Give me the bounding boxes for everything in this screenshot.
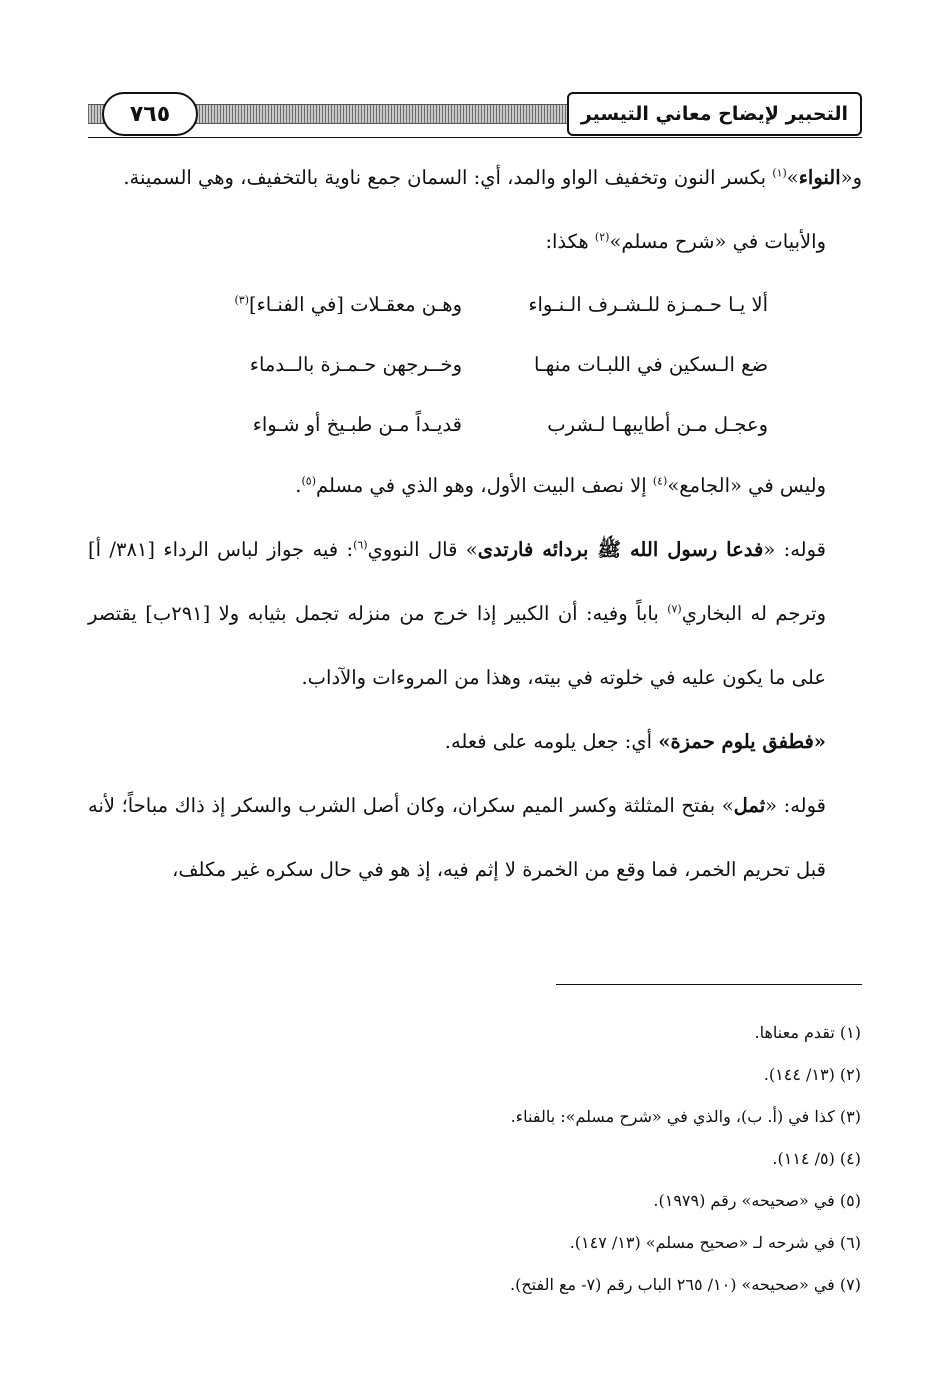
text-fragment: بكسر النون وتخفيف الواو والمد، أي: السمان جمع ناوية بالتخفيف، وهي السمينة. bbox=[123, 166, 773, 189]
header-rule bbox=[88, 137, 862, 138]
book-title: التحبير لإيضاح معاني التيسير bbox=[567, 92, 862, 136]
verse-first-hemistich: ضع الـسكين في اللبـات منهـا bbox=[534, 352, 768, 376]
verse bbox=[88, 334, 862, 394]
footnote-6: (٦) في شرحه لـ «صحيح مسلم» (١٣/ ١٤٧). bbox=[569, 1233, 861, 1252]
note-ref-2: (٢) bbox=[594, 230, 610, 244]
footnote-1: (١) تقدم معناها. bbox=[754, 1023, 861, 1042]
text-fragment: » قال النووي bbox=[367, 538, 478, 561]
text-fragment: » بفتح المثلثة وكسر الميم سكران، وكان أصل الشرب والسكر إذ ذاك مباحاً؛ لأنه قبل تحريم الخمر، فما وقع من الخمرة لا إثم فيه، إذ هو في حال سكره غير مكلف، bbox=[88, 794, 826, 881]
poem bbox=[88, 274, 862, 454]
running-header bbox=[88, 92, 862, 148]
note-ref-1: (١) bbox=[772, 166, 787, 180]
paragraph-verses-intro bbox=[88, 210, 862, 274]
note-ref-3: (٣) bbox=[234, 293, 249, 306]
verse bbox=[88, 394, 862, 454]
text-fragment: : فيه جواز لباس الرداء [٣٨١/ أ] وترجم له البخاري bbox=[88, 538, 826, 625]
text-fragment: » bbox=[786, 166, 799, 189]
page-number: ٧٦٥ bbox=[102, 92, 198, 136]
verse-second-hemistich: وخــرجهن حـمـزة بالــدماء bbox=[249, 352, 462, 376]
footnote-2: (٢) (١٣/ ١٤٤). bbox=[763, 1065, 861, 1084]
text-fragment: قوله: « bbox=[763, 538, 826, 561]
footnotes bbox=[87, 1012, 861, 1306]
verse-second-hemistich bbox=[88, 293, 472, 316]
term-nawa: النواء bbox=[798, 166, 841, 189]
text-fragment: وهـن معقـلات [في الفنـاء] bbox=[249, 292, 462, 316]
verse-second-hemistich: قديـداً مـن طبـيخ أو شـواء bbox=[252, 412, 462, 436]
verse bbox=[88, 274, 862, 334]
text-fragment: . bbox=[295, 474, 302, 497]
note-ref-6: (٦) bbox=[353, 538, 368, 552]
main-text bbox=[88, 146, 862, 902]
paragraph-nawa bbox=[88, 146, 862, 210]
text-fragment: أي: جعل يلومه على فعله. bbox=[444, 730, 659, 753]
hadith-quote: فدعا رسول الله ﷺ بردائه فارتدى bbox=[477, 538, 764, 561]
note-ref-5: (٥) bbox=[301, 474, 316, 488]
footnote-4: (٤) (٥/ ١١٤). bbox=[772, 1149, 861, 1168]
verse-first-hemistich: ألا يـا حـمـزة للـشـرف الـنـواء bbox=[528, 292, 768, 316]
text-fragment: و« bbox=[840, 166, 862, 189]
hadith-quote: «فطفق يلوم حمزة» bbox=[658, 730, 826, 753]
term-thamil: ثمل bbox=[733, 794, 766, 817]
footnote-7: (٧) في «صحيحه» (١٠/ ٢٦٥ الباب رقم (٧- مع الفتح). bbox=[509, 1275, 861, 1294]
footnote-separator bbox=[556, 984, 862, 985]
paragraph-thamil bbox=[88, 774, 862, 902]
verse-first-hemistich: وعجـل مـن أطايبهـا لـشرب bbox=[547, 412, 768, 436]
text-fragment: والأبيات في «شرح مسلم» bbox=[609, 230, 826, 253]
text-fragment: إلا نصف البيت الأول، وهو الذي في مسلم bbox=[316, 474, 653, 497]
text-fragment: قوله: « bbox=[765, 794, 826, 817]
paragraph-tafiq bbox=[88, 710, 862, 774]
note-ref-4: (٤) bbox=[652, 474, 668, 488]
text-fragment: وليس في «الجامع» bbox=[667, 474, 826, 497]
footnote-5: (٥) في «صحيحه» رقم (١٩٧٩). bbox=[653, 1191, 861, 1210]
text-fragment: هكذا: bbox=[545, 230, 595, 253]
note-ref-7: (٧) bbox=[667, 602, 682, 616]
footnote-3: (٣) كذا في (أ. ب)، والذي في «شرح مسلم»: بالفناء. bbox=[510, 1107, 861, 1126]
text-fragment: باباً وفيه: أن الكبير إذا خرج من منزله تجمل بثيابه ولا [٢٩١ب] يقتصر على ما يكون عليه في خلوته في بيته، وهذا من المروءات والآداب. bbox=[88, 602, 826, 689]
paragraph-rida bbox=[88, 518, 862, 710]
paragraph-jami bbox=[88, 454, 862, 518]
